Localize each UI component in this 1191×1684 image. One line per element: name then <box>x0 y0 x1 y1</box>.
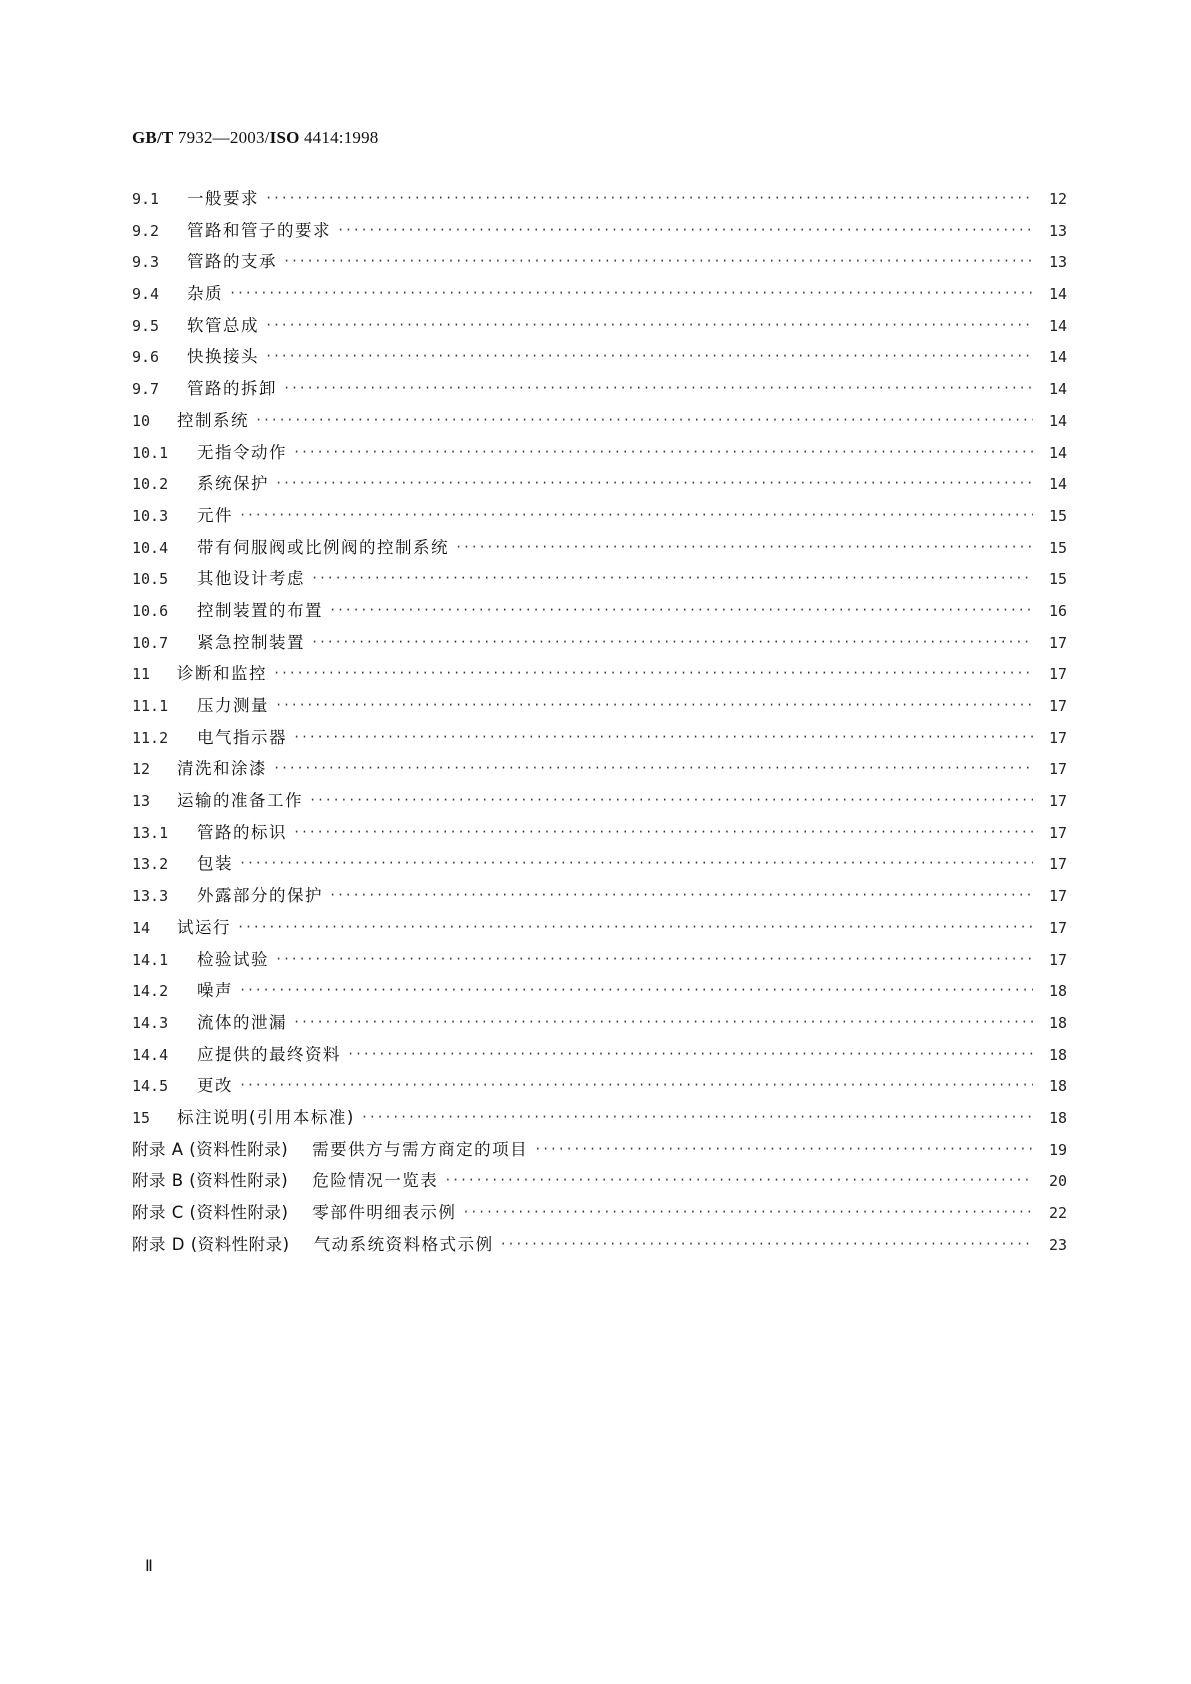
header-iso: ISO <box>269 128 300 147</box>
toc-entry-page: 14 <box>1048 285 1067 304</box>
toc-entry-number: 10.7 <box>132 633 169 652</box>
table-of-contents <box>132 183 1067 1260</box>
toc-entry-title: 包装 <box>197 854 233 874</box>
toc-entry[interactable] <box>132 753 1067 785</box>
toc-entry-page: 14 <box>1048 348 1067 367</box>
toc-dot-leader <box>293 437 1033 469</box>
toc-entry[interactable] <box>132 1134 1067 1166</box>
toc-entry-title: 管路的标识 <box>197 822 287 842</box>
toc-entry-title: 带有伺服阀或比例阀的控制系统 <box>197 537 449 557</box>
toc-entry-page: 17 <box>1048 823 1067 842</box>
toc-entry-number: 13.3 <box>132 887 169 906</box>
toc-entry[interactable] <box>132 817 1067 849</box>
toc-entry[interactable] <box>132 690 1067 722</box>
toc-entry-number: 10 <box>132 411 151 430</box>
toc-entry-annex-label: 附录 D (资料性附录) <box>132 1234 290 1254</box>
toc-entry[interactable] <box>132 595 1067 627</box>
toc-entry[interactable] <box>132 563 1067 595</box>
toc-entry-title: 其他设计考虑 <box>197 569 305 589</box>
toc-entry[interactable] <box>132 310 1067 342</box>
toc-entry-page: 14 <box>1048 380 1067 399</box>
toc-entry-page: 17 <box>1048 792 1067 811</box>
toc-entry-number: 10.4 <box>132 538 169 557</box>
toc-dot-leader <box>237 912 1033 944</box>
toc-dot-leader <box>293 722 1033 754</box>
toc-dot-leader <box>311 627 1033 659</box>
toc-dot-leader <box>283 373 1033 405</box>
toc-entry-title: 危险情况一览表 <box>312 1171 439 1191</box>
toc-entry-number: 14.5 <box>132 1077 169 1096</box>
toc-entry-number: 10.1 <box>132 443 169 462</box>
toc-entry-page: 17 <box>1048 950 1067 969</box>
toc-entry-title: 系统保护 <box>197 474 269 494</box>
toc-entry-number: 10.6 <box>132 601 169 620</box>
toc-entry-title: 紧急控制装置 <box>197 632 305 652</box>
toc-dot-leader <box>329 880 1033 912</box>
toc-entry-page: 18 <box>1048 1013 1067 1032</box>
toc-entry-page: 19 <box>1048 1140 1067 1159</box>
toc-dot-leader <box>283 246 1033 278</box>
toc-entry-title: 诊断和监控 <box>177 664 267 684</box>
toc-entry[interactable] <box>132 278 1067 310</box>
toc-dot-leader <box>255 405 1033 437</box>
toc-entry[interactable] <box>132 437 1067 469</box>
toc-entry-number: 15 <box>132 1108 151 1127</box>
toc-entry[interactable] <box>132 944 1067 976</box>
page-number-footer: Ⅱ <box>145 1558 153 1575</box>
toc-entry-page: 14 <box>1048 475 1067 494</box>
toc-dot-leader <box>265 310 1033 342</box>
toc-entry-title: 控制装置的布置 <box>197 600 323 620</box>
toc-entry[interactable] <box>132 785 1067 817</box>
toc-entry[interactable] <box>132 912 1067 944</box>
toc-entry-page: 18 <box>1048 1108 1067 1127</box>
toc-entry[interactable] <box>132 722 1067 754</box>
toc-entry-title: 外露部分的保护 <box>197 886 323 906</box>
toc-entry-number: 12 <box>132 760 151 779</box>
toc-entry-page: 18 <box>1048 982 1067 1001</box>
toc-entry-page: 17 <box>1048 665 1067 684</box>
toc-entry-number: 10.2 <box>132 475 169 494</box>
toc-entry[interactable] <box>132 468 1067 500</box>
toc-dot-leader <box>273 658 1033 690</box>
toc-entry-page: 15 <box>1048 570 1067 589</box>
toc-dot-leader <box>309 785 1033 817</box>
toc-entry-page: 17 <box>1048 697 1067 715</box>
toc-dot-leader <box>239 500 1033 532</box>
toc-dot-leader <box>347 1039 1033 1071</box>
toc-entry[interactable] <box>132 215 1067 247</box>
toc-entry[interactable] <box>132 405 1067 437</box>
toc-entry-number: 11.1 <box>132 697 169 715</box>
toc-dot-leader <box>239 848 1033 880</box>
toc-entry-title: 控制系统 <box>177 410 249 430</box>
toc-dot-leader <box>329 595 1033 627</box>
header-code: 7932—2003/ <box>173 128 270 147</box>
toc-entry-page: 13 <box>1048 253 1067 272</box>
toc-entry-title: 杂质 <box>187 284 223 304</box>
toc-entry-title: 噪声 <box>197 981 233 1001</box>
toc-dot-leader <box>265 341 1033 373</box>
standard-header <box>132 128 379 148</box>
toc-entry-title: 标注说明(引用本标准) <box>177 1107 355 1127</box>
toc-entry-page: 17 <box>1048 633 1067 652</box>
toc-entry-title: 管路的支承 <box>187 252 277 272</box>
toc-entry-number: 9.3 <box>132 253 160 272</box>
toc-entry-number: 9.6 <box>132 348 160 367</box>
toc-entry[interactable] <box>132 627 1067 659</box>
toc-dot-leader <box>239 1070 1033 1102</box>
toc-entry[interactable] <box>132 373 1067 405</box>
toc-dot-leader <box>275 690 1033 722</box>
toc-entry-page: 18 <box>1048 1077 1067 1096</box>
toc-entry[interactable] <box>132 532 1067 564</box>
toc-entry-number: 13 <box>132 792 151 811</box>
toc-entry-number: 9.1 <box>132 190 160 208</box>
header-prefix: GB/T <box>132 128 174 147</box>
toc-entry[interactable] <box>132 1102 1067 1134</box>
toc-entry-title: 管路的拆卸 <box>187 379 277 399</box>
toc-dot-leader <box>337 215 1033 247</box>
toc-entry-number: 14.1 <box>132 950 169 969</box>
toc-entry[interactable] <box>132 975 1067 1007</box>
toc-entry-title: 试运行 <box>177 917 231 937</box>
toc-dot-leader <box>239 975 1033 1007</box>
toc-entry-page: 17 <box>1048 728 1067 747</box>
toc-entry-title: 气动系统资料格式示例 <box>313 1234 494 1254</box>
toc-entry[interactable] <box>132 1197 1067 1229</box>
toc-entry-page: 17 <box>1048 918 1067 937</box>
toc-dot-leader <box>229 278 1033 310</box>
toc-entry-annex-label: 附录 B (资料性附录) <box>132 1171 289 1191</box>
toc-entry[interactable] <box>132 246 1067 278</box>
toc-entry[interactable] <box>132 1070 1067 1102</box>
toc-entry-title: 更改 <box>197 1076 233 1096</box>
toc-dot-leader <box>293 1007 1033 1039</box>
toc-entry-number: 14.4 <box>132 1045 169 1064</box>
toc-entry-title: 无指令动作 <box>197 442 287 462</box>
toc-dot-leader <box>444 1165 1033 1197</box>
toc-entry[interactable] <box>132 183 1067 215</box>
toc-dot-leader <box>265 183 1033 215</box>
toc-entry-page: 14 <box>1048 411 1067 430</box>
toc-entry-page: 12 <box>1048 190 1067 208</box>
toc-entry-number: 14 <box>132 918 151 937</box>
toc-entry[interactable] <box>132 880 1067 912</box>
toc-entry-page: 17 <box>1048 887 1067 906</box>
toc-entry-number: 9.7 <box>132 380 160 399</box>
toc-entry-number: 13.2 <box>132 855 169 874</box>
toc-entry-title: 流体的泄漏 <box>197 1012 287 1032</box>
toc-dot-leader <box>361 1102 1033 1134</box>
toc-entry-title: 管路和管子的要求 <box>187 220 331 240</box>
toc-dot-leader <box>275 944 1033 976</box>
toc-entry-number: 11.2 <box>132 728 169 747</box>
toc-entry-page: 18 <box>1048 1045 1067 1064</box>
toc-dot-leader <box>534 1134 1033 1166</box>
toc-dot-leader <box>462 1197 1033 1229</box>
toc-entry-title: 压力测量 <box>197 696 269 715</box>
toc-entry-page: 22 <box>1048 1204 1067 1222</box>
toc-entry-number: 14.2 <box>132 982 169 1001</box>
toc-entry-number: 9.2 <box>132 221 160 240</box>
toc-dot-leader <box>273 753 1033 785</box>
toc-entry[interactable] <box>132 1007 1067 1039</box>
toc-entry-title: 运输的准备工作 <box>177 791 303 811</box>
toc-entry-title: 一般要求 <box>187 189 259 208</box>
toc-entry-number: 14.3 <box>132 1013 169 1032</box>
toc-entry-page: 17 <box>1048 855 1067 874</box>
toc-entry-number: 13.1 <box>132 823 169 842</box>
toc-entry-page: 16 <box>1048 601 1067 620</box>
toc-dot-leader <box>275 468 1033 500</box>
header-iso-rest: 4414:1998 <box>299 128 379 147</box>
toc-entry-title: 软管总成 <box>187 315 259 335</box>
toc-entry-number: 10.3 <box>132 506 169 525</box>
toc-entry-title: 快换接头 <box>187 347 259 367</box>
toc-entry-title: 清洗和涂漆 <box>177 759 267 779</box>
toc-entry[interactable] <box>132 1039 1067 1071</box>
toc-entry[interactable] <box>132 1229 1067 1261</box>
toc-entry-page: 17 <box>1048 760 1067 779</box>
toc-entry-number: 11 <box>132 665 151 684</box>
toc-entry-annex-label: 附录 C (资料性附录) <box>132 1203 289 1222</box>
toc-entry[interactable] <box>132 658 1067 690</box>
toc-entry-page: 14 <box>1048 316 1067 335</box>
toc-entry-page: 13 <box>1048 221 1067 240</box>
toc-entry-page: 23 <box>1048 1235 1067 1254</box>
toc-entry[interactable] <box>132 1165 1067 1197</box>
toc-entry-page: 14 <box>1048 443 1067 462</box>
toc-entry-title: 零部件明细表示例 <box>312 1203 457 1222</box>
toc-dot-leader <box>500 1229 1033 1261</box>
toc-entry[interactable] <box>132 848 1067 880</box>
toc-entry-title: 电气指示器 <box>197 727 287 747</box>
toc-dot-leader <box>293 817 1033 849</box>
toc-dot-leader <box>455 532 1033 564</box>
toc-dot-leader <box>311 563 1033 595</box>
toc-entry[interactable] <box>132 341 1067 373</box>
toc-entry-page: 15 <box>1048 506 1067 525</box>
toc-entry-page: 20 <box>1048 1172 1067 1191</box>
toc-entry-number: 9.5 <box>132 316 160 335</box>
toc-entry-title: 元件 <box>197 505 233 525</box>
toc-entry-title: 需要供方与需方商定的项目 <box>312 1139 529 1159</box>
toc-entry-page: 15 <box>1048 538 1067 557</box>
toc-entry-title: 检验试验 <box>197 949 269 969</box>
toc-entry-annex-label: 附录 A (资料性附录) <box>132 1139 289 1159</box>
toc-entry-title: 应提供的最终资料 <box>197 1044 341 1064</box>
toc-entry[interactable] <box>132 500 1067 532</box>
toc-entry-number: 9.4 <box>132 285 160 304</box>
toc-entry-number: 10.5 <box>132 570 169 589</box>
